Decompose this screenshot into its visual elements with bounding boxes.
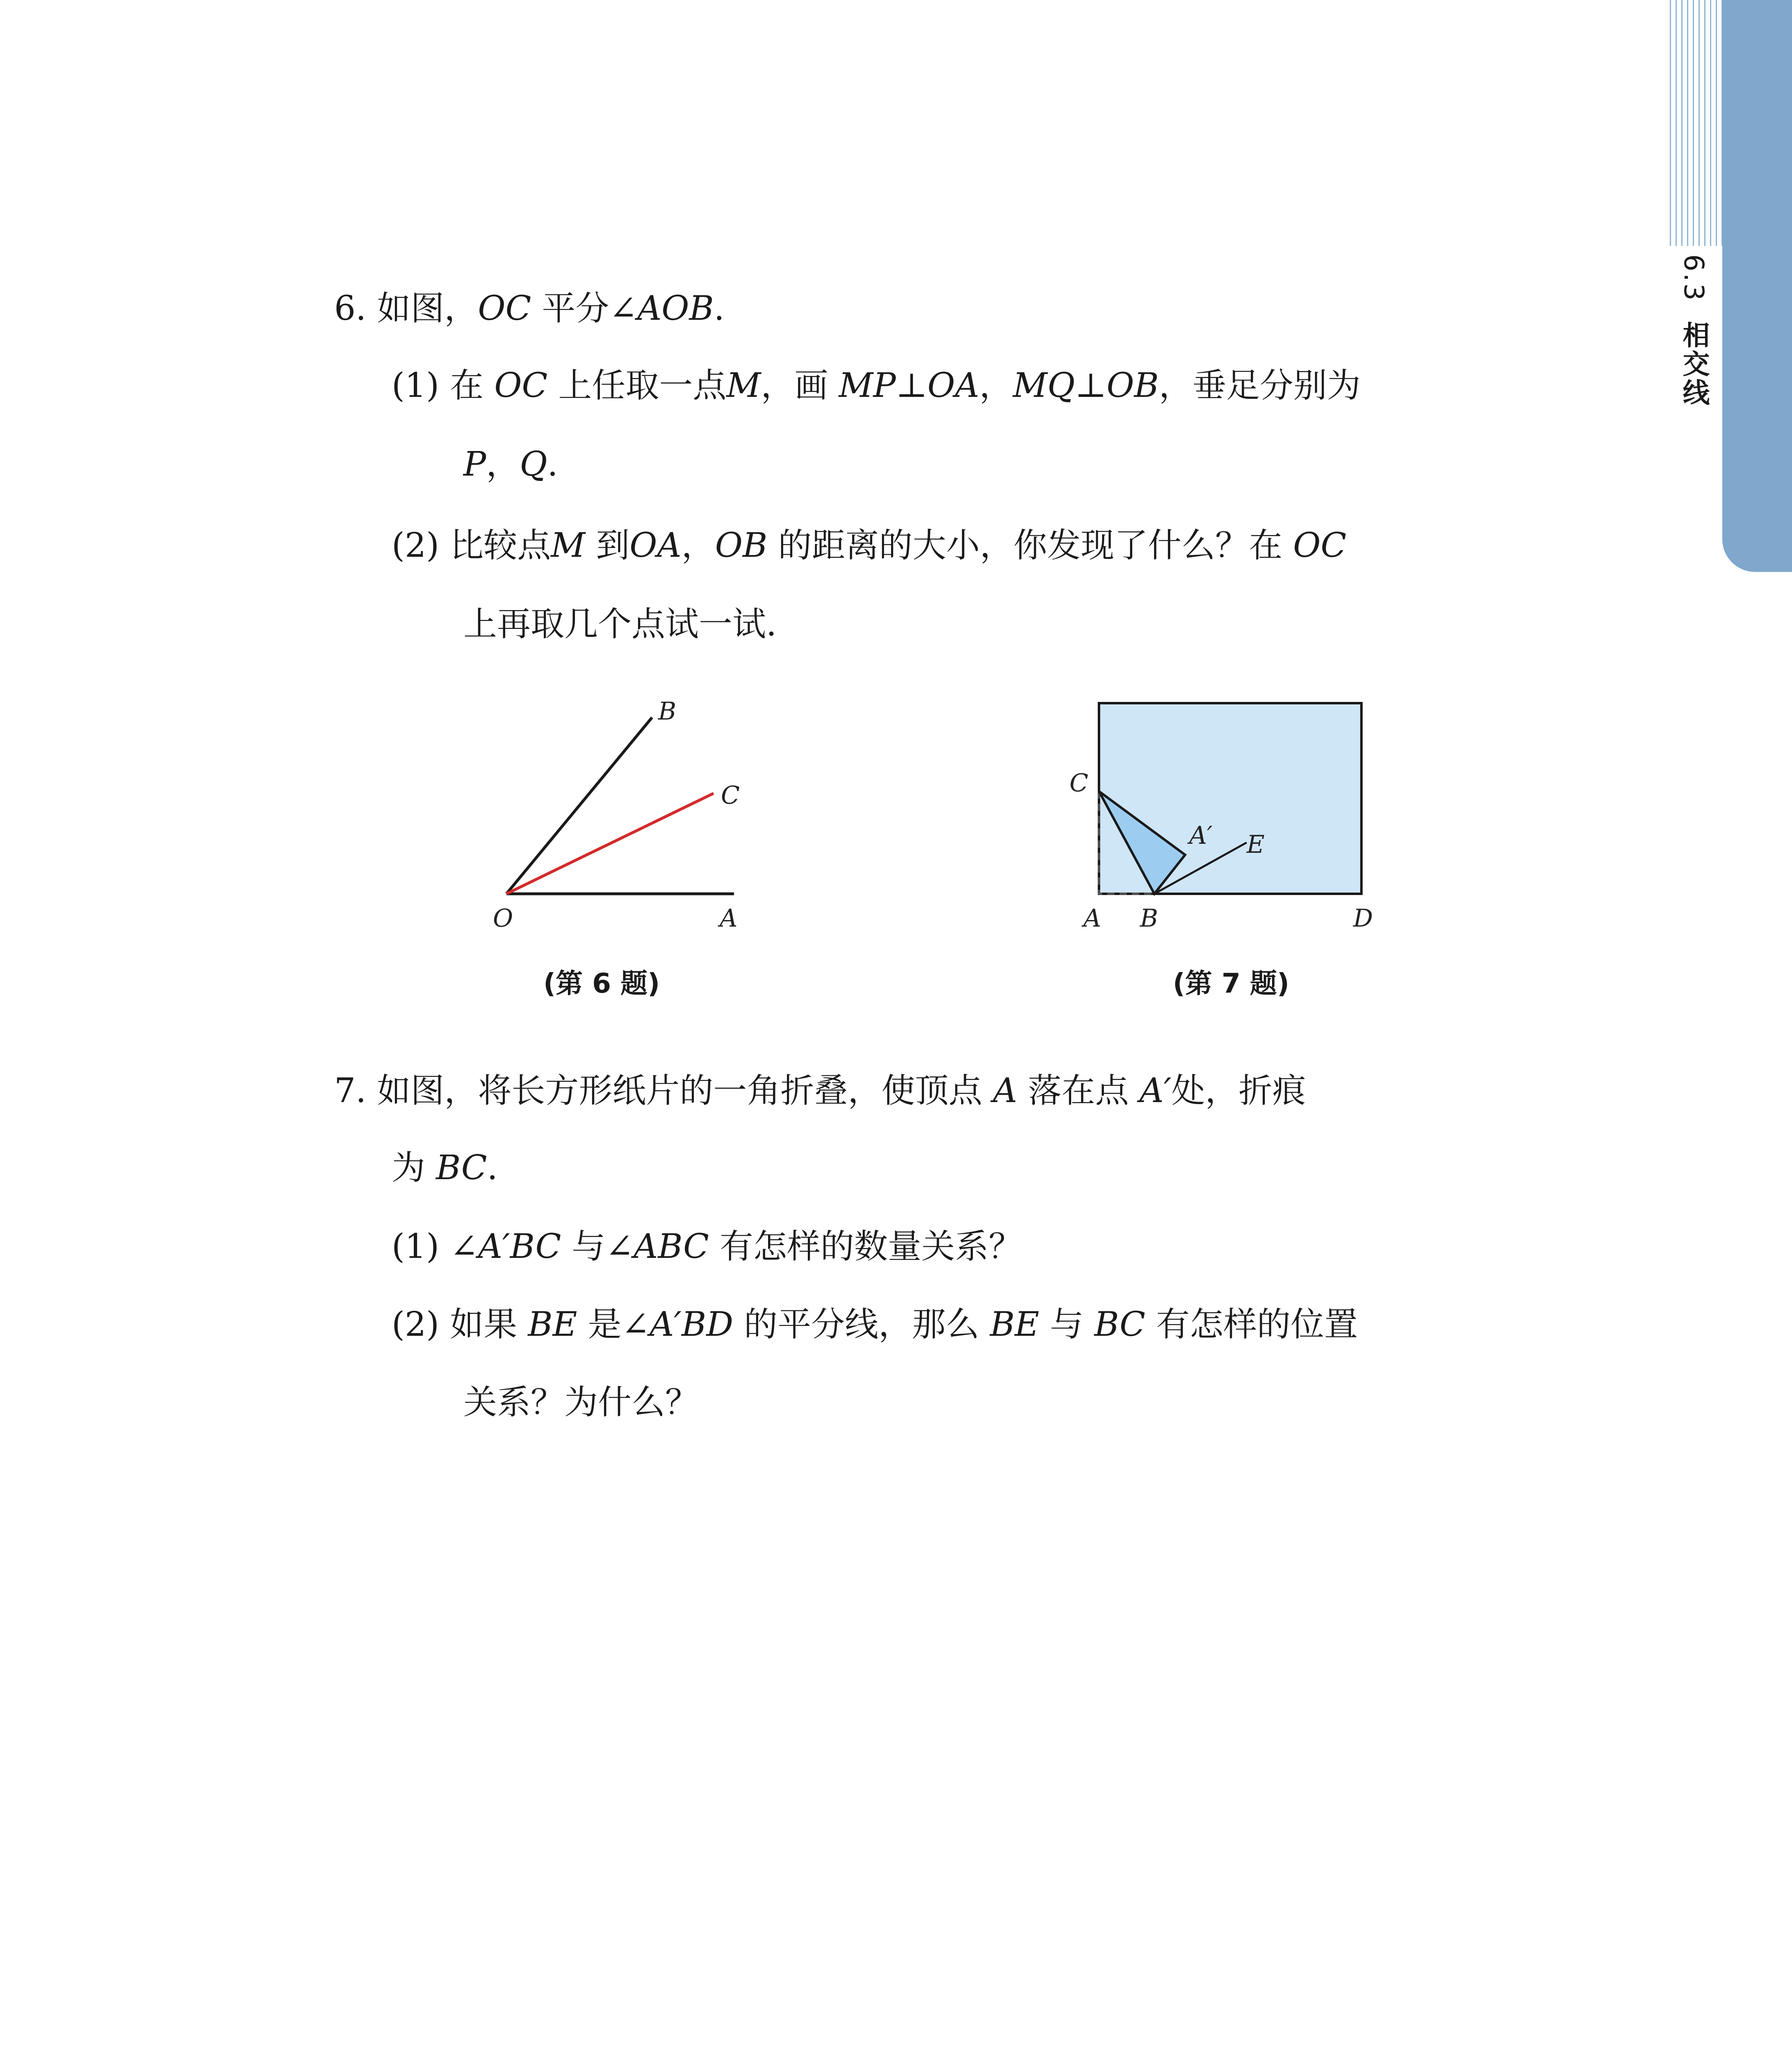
label-a-prime: A′ [1189,821,1213,850]
chapter-side-tab [1722,0,1792,572]
problem-6-question-1-line-2: P，Q. [463,445,558,484]
ray-oc-bisector [506,793,714,894]
problem-6-stem: 6. 如图，OC 平分∠AOB. [334,289,725,328]
label-e: E [1247,830,1265,859]
figure-7-caption: (第 7 题) [1173,968,1290,999]
section-title: 相交线 [1678,321,1710,407]
label-a: A [720,904,738,933]
figure-6 [472,693,783,939]
label-c: C [721,781,740,810]
problem-6-question-1: (1) 在 OC 上任取一点M，画 MP⊥OA，MQ⊥OB，垂足分别为 [392,366,1361,405]
problem-7-stem-line-2: 为 BC. [392,1148,498,1187]
label-c: C [1069,769,1088,797]
problem-6-question-2: (2) 比较点M 到OA，OB 的距离的大小，你发现了什么？在 OC [392,526,1347,565]
problem-7-question-1: (1) ∠A′BC 与∠ABC 有怎样的数量关系？ [392,1227,1022,1266]
figure-6-caption: (第 6 题) [543,968,660,999]
ray-ob [506,718,652,894]
problem-6-question-2-line-2: 上再取几个点试一试. [463,605,777,644]
label-b: B [1140,904,1158,933]
section-label [1674,254,1713,407]
section-number: 6.3 [1678,254,1710,302]
figure-7 [1066,693,1394,939]
label-o: O [493,904,513,933]
problem-7-question-2: (2) 如果 BE 是∠A′BD 的平分线，那么 BE 与 BC 有怎样的位置 [392,1305,1358,1344]
problem-7-question-2-line-2: 关系？为什么？ [463,1383,699,1422]
label-a: A [1083,904,1101,933]
side-decorative-lines [1670,0,1727,246]
label-d: D [1353,904,1373,933]
problem-7-stem: 7. 如图，将长方形纸片的一角折叠，使顶点 A 落在点 A′处，折痕 [334,1071,1306,1110]
label-b: B [658,697,677,726]
